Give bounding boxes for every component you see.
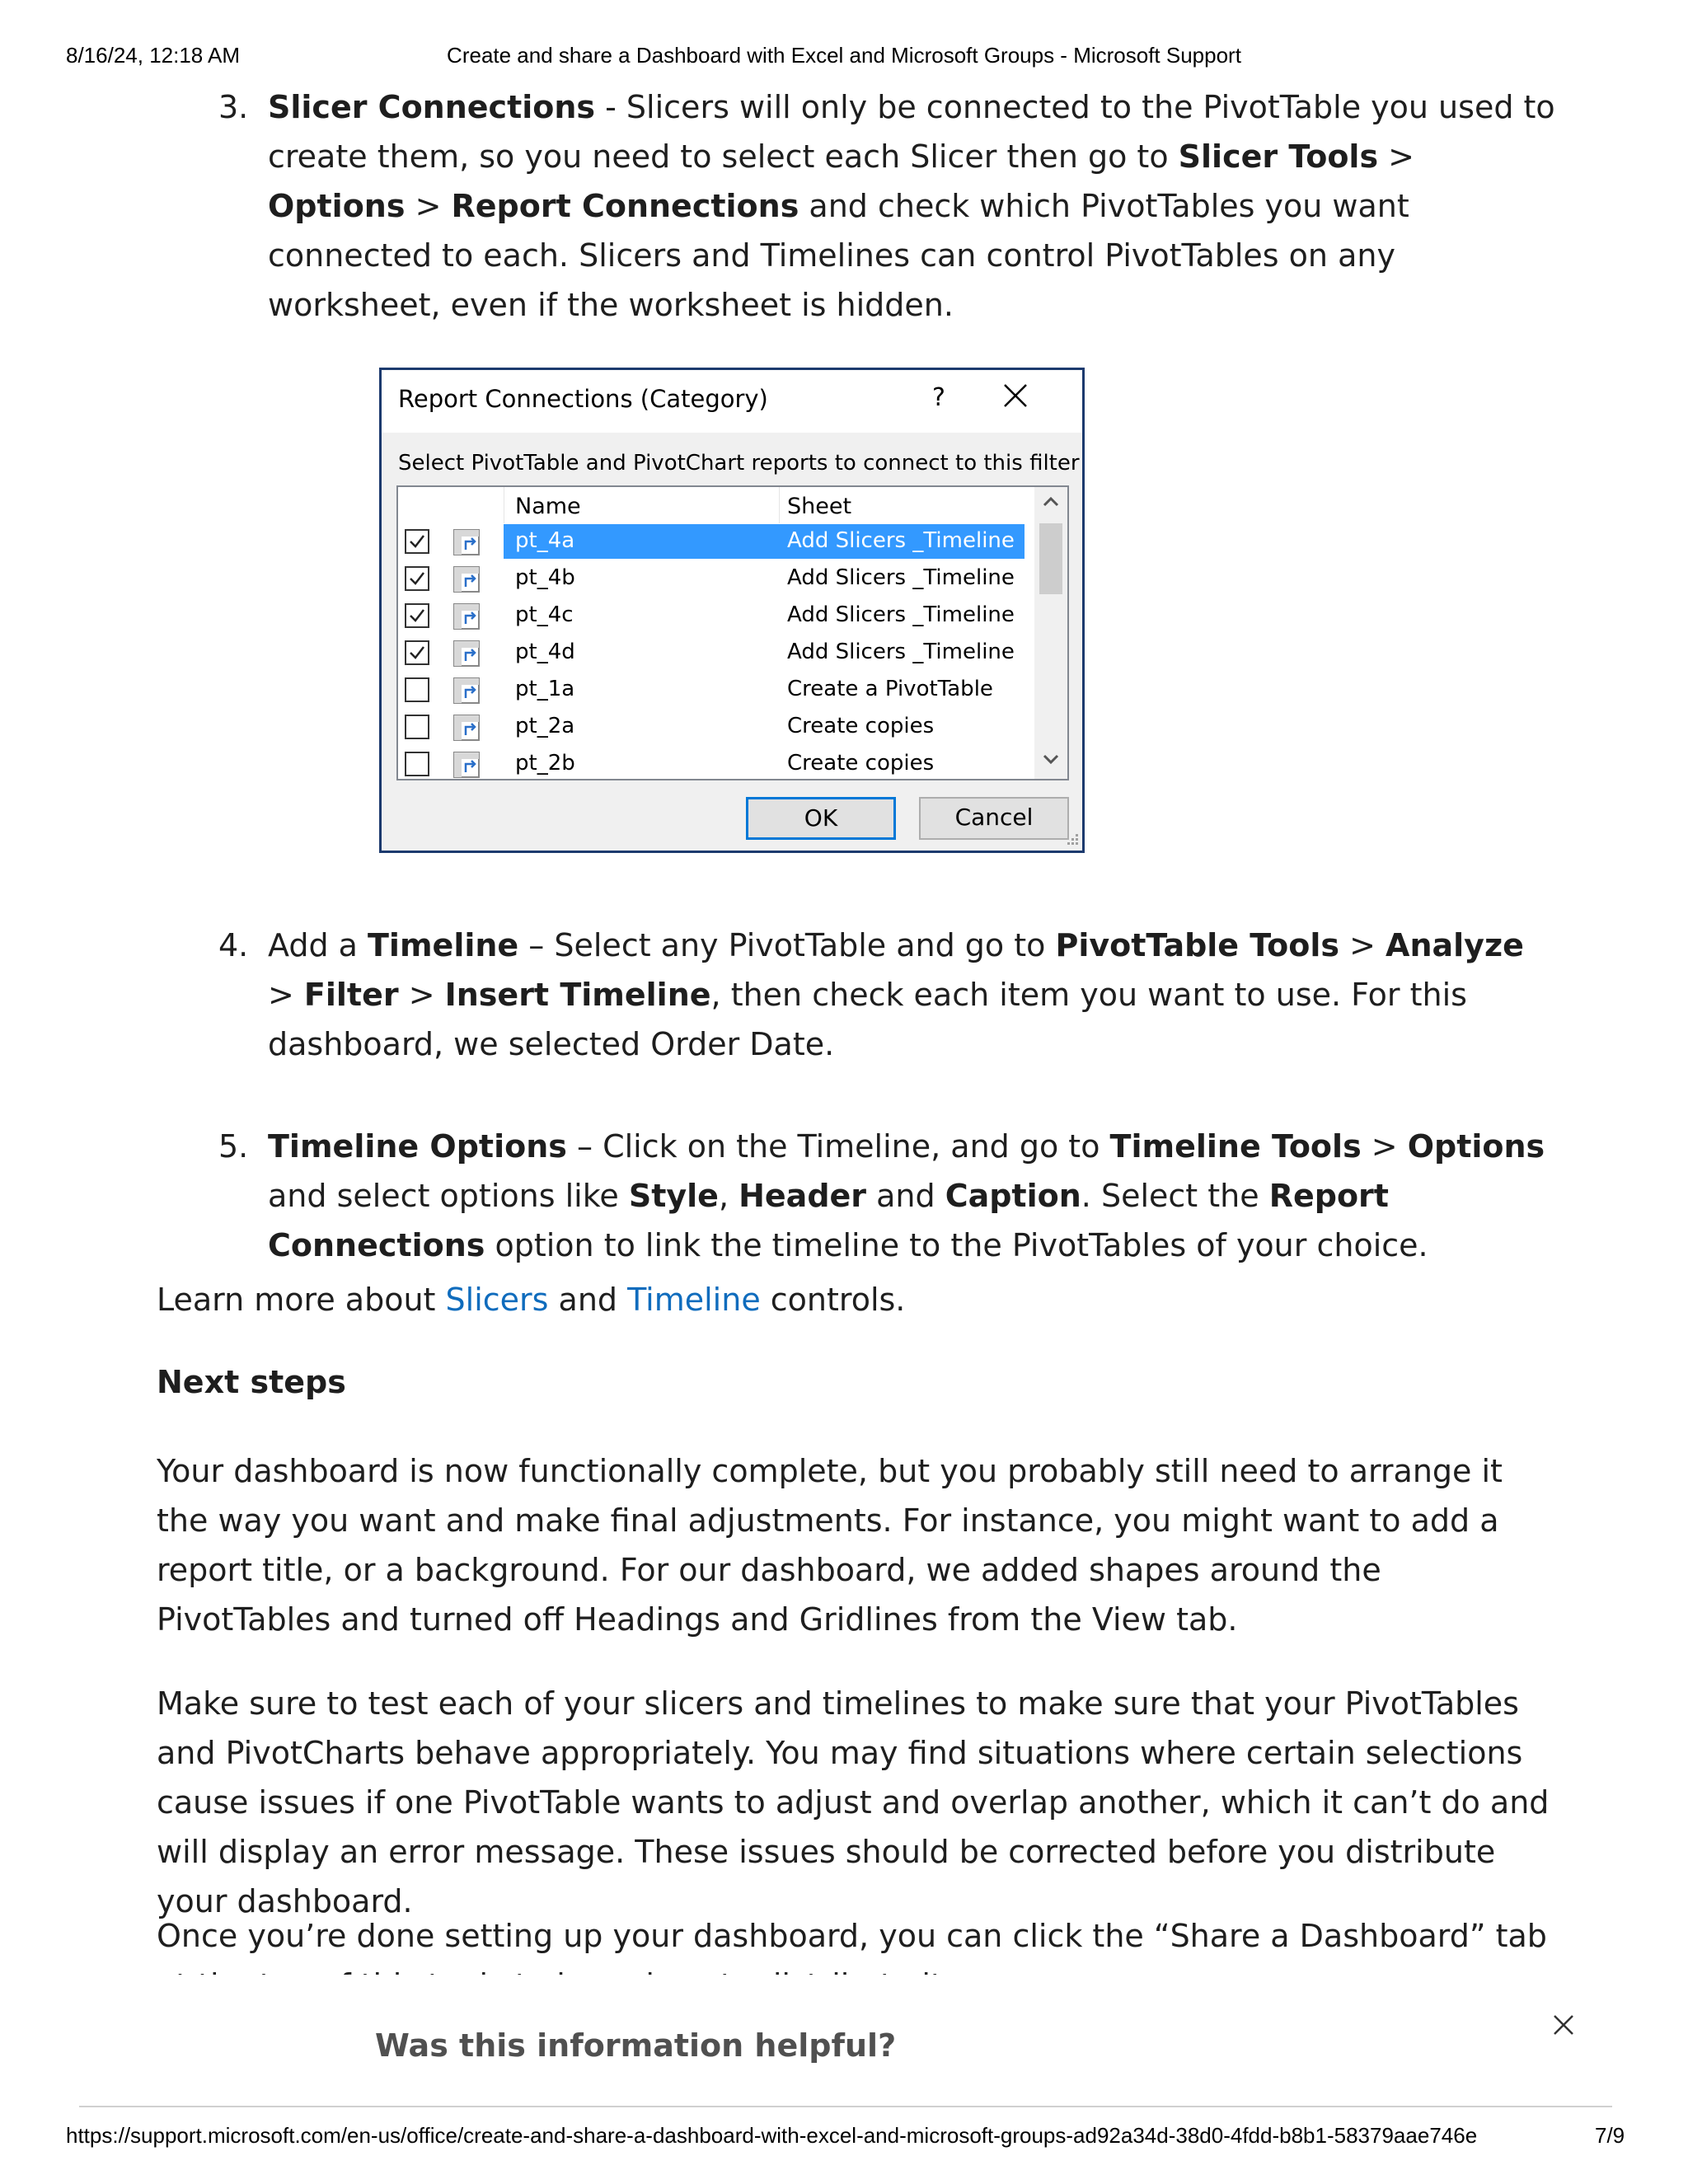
text-run: > (268, 977, 304, 1013)
cancel-button[interactable]: Cancel (919, 797, 1069, 840)
pivottable-icon (452, 602, 481, 630)
text-run: > (405, 188, 452, 224)
pivottable-name: pt_4c (515, 602, 574, 627)
ui-path: PivotTable Tools (1055, 927, 1340, 963)
dialog-title: Report Connections (Category) (398, 385, 768, 413)
step-lead: Timeline (368, 927, 519, 963)
pivottable-icon (452, 528, 481, 556)
checkbox[interactable] (405, 603, 429, 628)
print-header (0, 43, 1688, 76)
checkbox[interactable] (405, 640, 429, 665)
sheet-name: Create copies (787, 714, 935, 738)
list-item[interactable] (398, 709, 1025, 746)
list-item[interactable] (398, 672, 1025, 709)
step-lead: Timeline Options (268, 1128, 567, 1165)
text-run: and (548, 1282, 628, 1318)
ui-path: Options (268, 188, 406, 224)
feedback-question: Was this information helpful? (375, 2027, 897, 2064)
text-run: , (718, 1178, 739, 1214)
ui-path: Analyze (1386, 927, 1524, 963)
step-4-text (268, 921, 1558, 1069)
step-3-text (268, 82, 1558, 330)
checkbox[interactable] (405, 677, 429, 702)
pivottable-name: pt_2a (515, 714, 575, 738)
step-5-text (268, 1122, 1558, 1270)
print-title: Create and share a Dashboard with Excel and Microsoft Groups - Microsoft Support (447, 43, 1241, 68)
text-run: option to link the timeline to the PivotTables of your choice. (485, 1227, 1428, 1263)
pivottable-icon (452, 677, 481, 705)
text-run: and (866, 1178, 945, 1214)
steps-list (157, 82, 1558, 1270)
list-item[interactable] (398, 560, 1025, 598)
step-lead: Slicer Connections (268, 89, 596, 125)
ui-path: Report Connections (268, 1178, 1389, 1263)
paragraph: Once you’re done setting up your dashboard, you can click the “Share a Dashboard” tab (157, 1918, 1547, 1954)
text-run: . Select the (1081, 1178, 1269, 1214)
sheet-name: Create a PivotTable (787, 677, 993, 701)
check-icon (408, 644, 426, 662)
check-icon (408, 532, 426, 551)
chevron-down-icon[interactable] (1041, 751, 1061, 767)
close-icon[interactable] (1001, 382, 1029, 410)
text-run: - Slicers will only be connected to the PivotTable you used to create them, so you need to select each Slicer then go to (268, 89, 1555, 175)
ui-path: Timeline Tools (1109, 1128, 1362, 1165)
paragraph: Your dashboard is now functionally complete, but you probably still need to arrange it the way you want and make final adjustments. For instance, you might want to add a report title, or a background. For our dashboard, we added shapes around the PivotTables and turned off Headings and Gridlines from the View tab. (157, 1453, 1503, 1638)
pivottable-icon (452, 714, 481, 742)
text-run: Add a (268, 927, 368, 963)
pivottable-icon (452, 565, 481, 593)
print-date: 8/16/24, 12:18 AM (66, 43, 241, 68)
chevron-up-icon[interactable] (1041, 494, 1061, 510)
text-run: Learn more about (157, 1282, 446, 1318)
page-number: 7/9 (1595, 2123, 1625, 2148)
step-number: 4. (218, 927, 249, 963)
checkbox[interactable] (405, 566, 429, 591)
pivottable-icon (452, 751, 481, 779)
ok-button[interactable]: OK (746, 797, 896, 840)
ui-path: Header (738, 1178, 867, 1214)
step-4 (157, 921, 1558, 1069)
column-header-name[interactable]: Name (515, 494, 581, 519)
step-5 (157, 1122, 1558, 1270)
ui-path: Style (628, 1178, 719, 1214)
checkbox[interactable] (405, 715, 429, 739)
scrollbar-thumb[interactable] (1039, 523, 1062, 594)
ui-path: Slicer Tools (1178, 138, 1379, 175)
paragraph: Make sure to test each of your slicers and timelines to make sure that your PivotTables and PivotCharts behave appropriately. You may find situations where certain selections cause issues if one PivotTable wants to adjust and overlap another, which it can’t do and will display an error message. These issues should be corrected before you distribute your dashboard. (157, 1685, 1550, 1919)
sheet-name: Create copies (787, 751, 935, 776)
ui-path: Caption (945, 1178, 1081, 1214)
timeline-link[interactable]: Timeline (627, 1282, 761, 1318)
print-url: https://support.microsoft.com/en-us/office/create-and-share-a-dashboard-with-excel-and-microsoft-groups-ad92a34d-38d0-4fdd-b8b1-58379aae746e (66, 2123, 1478, 2148)
report-connections-dialog (379, 368, 1085, 853)
text-run: > (1361, 1128, 1408, 1165)
check-icon (408, 569, 426, 588)
text-run: > (1339, 927, 1386, 963)
pivottable-name: pt_1a (515, 677, 575, 701)
list-item[interactable] (398, 523, 1025, 560)
sheet-name: Add Slicers _Timeline (787, 528, 1015, 553)
checkbox[interactable] (405, 752, 429, 776)
slicers-link[interactable]: Slicers (445, 1282, 549, 1318)
step-3 (157, 82, 1558, 853)
next-steps-heading: Next steps (157, 1364, 346, 1400)
step-number: 3. (218, 89, 249, 125)
sheet-name: Add Slicers _Timeline (787, 565, 1015, 590)
listbox-scrollbar[interactable] (1034, 487, 1067, 779)
ui-path: Filter (303, 977, 399, 1013)
text-run: and check which PivotTables you want connected to each. Slicers and Timelines can control PivotTables on any worksheet, even if the worksheet is hidden. (268, 188, 1409, 323)
resize-grip-icon[interactable] (1064, 832, 1079, 847)
dialog-instruction: Select PivotTable and PivotChart reports to connect to this filter (398, 451, 1080, 476)
list-item[interactable] (398, 746, 1025, 783)
ui-path: Insert Timeline (444, 977, 711, 1013)
pivottable-icon (452, 640, 481, 668)
text-run: > (398, 977, 445, 1013)
pivottable-name: pt_4b (515, 565, 575, 590)
checkbox[interactable] (405, 529, 429, 554)
text-run: , then check each item you want to use. For this dashboard, we selected Order Date. (268, 977, 1467, 1062)
text-run: – Select any PivotTable and go to (518, 927, 1056, 963)
pivottable-listbox[interactable] (396, 485, 1069, 780)
ui-path: Options (1407, 1128, 1545, 1165)
text-run: and select options like (268, 1178, 629, 1214)
text-run: controls. (760, 1282, 906, 1318)
step-number: 5. (218, 1128, 249, 1165)
listbox-header (398, 487, 1025, 523)
column-header-sheet[interactable]: Sheet (787, 494, 852, 519)
text-run: > (1378, 138, 1414, 175)
column-separator (779, 487, 780, 523)
close-icon[interactable] (1550, 2011, 1578, 2039)
check-icon (408, 607, 426, 625)
pivottable-name: pt_4d (515, 640, 575, 664)
help-button[interactable]: ? (932, 383, 945, 412)
footer-divider (79, 2106, 1612, 2107)
article-content (157, 82, 1558, 1270)
sheet-name: Add Slicers _Timeline (787, 640, 1015, 664)
ui-path: Report Connections (451, 188, 799, 224)
list-item[interactable] (398, 635, 1025, 672)
pivottable-name: pt_4a (515, 528, 575, 553)
text-run: – Click on the Timeline, and go to (566, 1128, 1110, 1165)
sheet-name: Add Slicers _Timeline (787, 602, 1015, 627)
learn-more (157, 1282, 905, 1318)
list-item[interactable] (398, 598, 1025, 635)
pivottable-name: pt_2b (515, 751, 575, 776)
